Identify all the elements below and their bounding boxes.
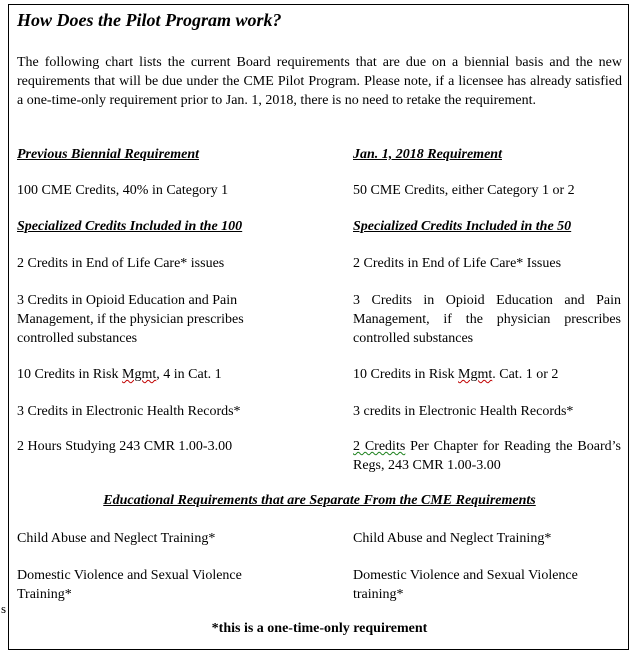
right-opioid: 3 Credits in Opioid Education and Pain Management, if the physician prescribes controlled substances	[353, 293, 621, 346]
right-ehr: 3 credits in Electronic Health Records*	[353, 404, 574, 419]
left-risk-text-c: , 4 in Cat. 1	[156, 367, 222, 382]
right-regs-grammar-mark: 2 Credits	[353, 439, 406, 454]
left-risk-text-a: 10 Credits in Risk	[17, 367, 123, 382]
right-risk-text-c: . Cat. 1 or 2	[492, 367, 559, 382]
left-end-of-life: 2 Credits in End of Life Care* issues	[17, 256, 225, 271]
edge-stray-character: s	[1, 601, 7, 616]
left-specialized-header: Specialized Credits Included in the 100	[17, 219, 243, 234]
left-child-abuse: Child Abuse and Neglect Training*	[17, 531, 216, 546]
pilot-program-box	[8, 4, 629, 650]
right-domestic-violence: Domestic Violence and Sexual Violence training*	[353, 568, 578, 602]
educational-header: Educational Requirements that are Separate From the CME Requirements	[103, 493, 536, 508]
right-regs	[353, 437, 621, 475]
right-risk-spellcheck: Mgmt	[458, 367, 493, 382]
right-risk-text-a: 10 Credits in Risk	[353, 367, 459, 382]
left-total-credits: 100 CME Credits, 40% in Category 1	[17, 183, 229, 198]
left-regs: 2 Hours Studying 243 CMR 1.00-3.00	[17, 439, 233, 454]
left-opioid: 3 Credits in Opioid Education and Pain Management, if the physician prescribes controlled substances	[17, 293, 244, 346]
right-risk-management	[353, 365, 621, 384]
left-ehr: 3 Credits in Electronic Health Records*	[17, 404, 241, 419]
left-column-header: Previous Biennial Requirement	[17, 147, 200, 162]
left-domestic-violence: Domestic Violence and Sexual Violence Training*	[17, 568, 242, 602]
intro-paragraph: The following chart lists the current Board requirements that are due on a biennial basis and the new requirements that will be due under the CME Pilot Program. Please note, if a licensee has already satisfied a one-time-only requirement prior to Jan. 1, 2018, there is no need to retake the requirement.	[17, 55, 622, 108]
left-risk-management	[17, 365, 282, 384]
right-specialized-header: Specialized Credits Included in the 50	[353, 219, 572, 234]
footnote: *this is a one-time-only requirement	[211, 621, 428, 636]
right-child-abuse: Child Abuse and Neglect Training*	[353, 531, 552, 546]
page-title: How Does the Pilot Program work?	[17, 10, 282, 30]
right-total-credits: 50 CME Credits, either Category 1 or 2	[353, 183, 575, 198]
right-end-of-life: 2 Credits in End of Life Care* Issues	[353, 256, 562, 271]
right-column-header: Jan. 1, 2018 Requirement	[353, 147, 502, 162]
right-regs-text: Per Chapter for Reading the Board’s Regs, 243 CMR 1.00-3.00	[353, 439, 621, 473]
left-risk-spellcheck: Mgmt	[122, 367, 157, 382]
